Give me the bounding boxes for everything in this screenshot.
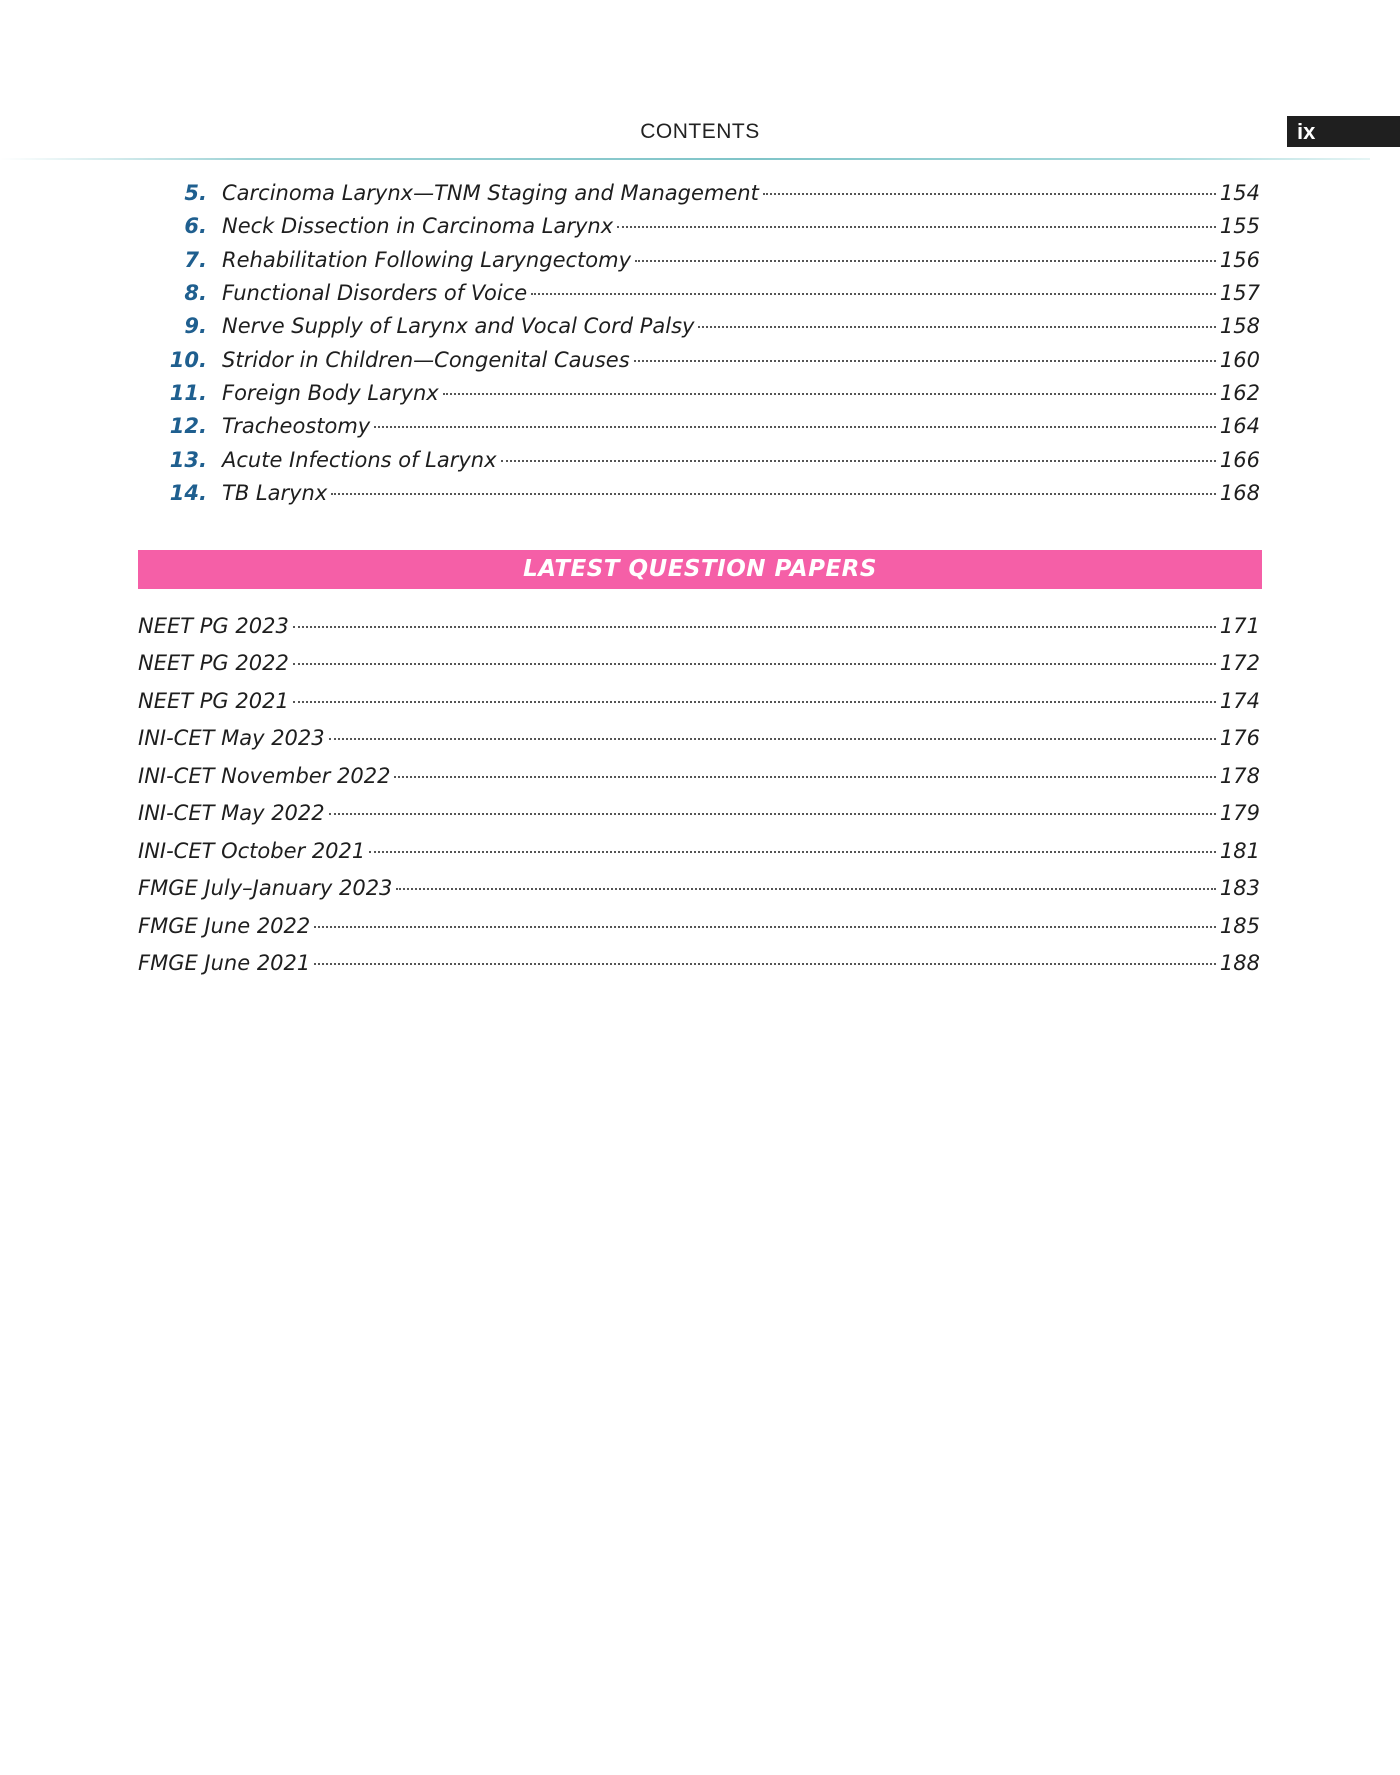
paper-title: FMGE July–January 2023: [138, 876, 393, 900]
toc-entry[interactable]: [0, 243, 1400, 277]
page-number: 185: [1219, 914, 1260, 938]
page-number: 178: [1219, 764, 1260, 788]
chapter-number: 10.: [169, 348, 207, 372]
toc-entry[interactable]: [0, 276, 1400, 310]
page-number: 188: [1219, 951, 1260, 975]
toc-entry[interactable]: [0, 609, 1400, 643]
chapter-title: Neck Dissection in Carcinoma Larynx: [222, 214, 614, 238]
chapter-number: 5.: [184, 181, 207, 205]
paper-title: NEET PG 2023: [138, 614, 289, 638]
chapter-title: Acute Infections of Larynx: [222, 448, 497, 472]
chapter-title: Nerve Supply of Larynx and Vocal Cord Palsy: [222, 314, 695, 338]
toc-entry[interactable]: [0, 476, 1400, 510]
dot-leader: [763, 193, 1216, 195]
paper-title: NEET PG 2022: [138, 651, 289, 675]
page-number: 176: [1219, 726, 1260, 750]
dot-leader: [314, 963, 1216, 965]
page-number: 171: [1219, 614, 1260, 638]
dot-leader: [329, 738, 1216, 740]
dot-leader: [293, 663, 1216, 665]
dot-leader: [329, 813, 1216, 815]
dot-leader: [635, 260, 1216, 262]
dot-leader: [443, 393, 1216, 395]
page-number: 179: [1219, 801, 1260, 825]
paper-title: INI-CET May 2022: [138, 801, 325, 825]
dot-leader: [617, 226, 1216, 228]
page-number: 166: [1219, 448, 1260, 472]
toc-entry[interactable]: [0, 834, 1400, 868]
chapter-title: Tracheostomy: [222, 414, 371, 438]
chapter-number: 12.: [169, 414, 207, 438]
dot-leader: [331, 493, 1216, 495]
dot-leader: [531, 293, 1216, 295]
dot-leader: [314, 926, 1216, 928]
paper-title: INI-CET November 2022: [138, 764, 391, 788]
dot-leader: [634, 360, 1216, 362]
toc-entry[interactable]: [0, 443, 1400, 477]
page-number: 174: [1219, 689, 1260, 713]
dot-leader: [396, 888, 1215, 890]
running-title: CONTENTS: [640, 120, 760, 143]
toc-entry[interactable]: [0, 909, 1400, 943]
dot-leader: [369, 851, 1216, 853]
dot-leader: [293, 701, 1216, 703]
chapter-number: 7.: [184, 248, 207, 272]
chapter-title: Stridor in Children—Congenital Causes: [222, 348, 630, 372]
header-rule: [0, 158, 1370, 160]
paper-title: INI-CET October 2021: [138, 839, 366, 863]
chapter-number: 11.: [169, 381, 207, 405]
toc-entry[interactable]: [0, 759, 1400, 793]
page-number-tab: ix: [1287, 116, 1400, 147]
toc-entry[interactable]: [0, 871, 1400, 905]
toc-entry[interactable]: [0, 721, 1400, 755]
chapter-number: 9.: [184, 314, 207, 338]
page-number: 157: [1219, 281, 1260, 305]
chapter-number: 14.: [169, 481, 207, 505]
toc-entry[interactable]: [0, 376, 1400, 410]
page-number: 154: [1219, 181, 1260, 205]
page-number: 160: [1219, 348, 1260, 372]
paper-title: INI-CET May 2023: [138, 726, 325, 750]
toc-entry[interactable]: [0, 309, 1400, 343]
page-number: 156: [1219, 248, 1260, 272]
toc-entry[interactable]: [0, 684, 1400, 718]
toc-entry[interactable]: [0, 176, 1400, 210]
page-number: 162: [1219, 381, 1260, 405]
paper-title: NEET PG 2021: [138, 689, 289, 713]
toc-entry[interactable]: [0, 209, 1400, 243]
toc-entry[interactable]: [0, 796, 1400, 830]
dot-leader: [374, 426, 1216, 428]
chapter-title: Carcinoma Larynx—TNM Staging and Management: [222, 181, 759, 205]
page-number: 168: [1219, 481, 1260, 505]
chapter-title: TB Larynx: [222, 481, 328, 505]
chapter-number: 13.: [169, 448, 207, 472]
dot-leader: [501, 460, 1216, 462]
paper-title: FMGE June 2021: [138, 951, 311, 975]
page-number: 181: [1219, 839, 1260, 863]
chapter-title: Rehabilitation Following Laryngectomy: [222, 248, 631, 272]
toc-entry[interactable]: [0, 646, 1400, 680]
page-number: 172: [1219, 651, 1260, 675]
page-number: 183: [1219, 876, 1260, 900]
dot-leader: [394, 776, 1215, 778]
toc-entry[interactable]: [0, 946, 1400, 980]
chapter-number: 6.: [184, 214, 207, 238]
dot-leader: [293, 626, 1216, 628]
chapter-title: Functional Disorders of Voice: [222, 281, 528, 305]
toc-entry[interactable]: [0, 409, 1400, 443]
chapter-number: 8.: [184, 281, 207, 305]
dot-leader: [698, 326, 1215, 328]
section-heading-banner: LATEST QUESTION PAPERS: [138, 550, 1262, 589]
page-number: 158: [1219, 314, 1260, 338]
chapter-title: Foreign Body Larynx: [222, 381, 439, 405]
toc-entry[interactable]: [0, 343, 1400, 377]
paper-title: FMGE June 2022: [138, 914, 311, 938]
page-number: 164: [1219, 414, 1260, 438]
page-number: 155: [1219, 214, 1260, 238]
